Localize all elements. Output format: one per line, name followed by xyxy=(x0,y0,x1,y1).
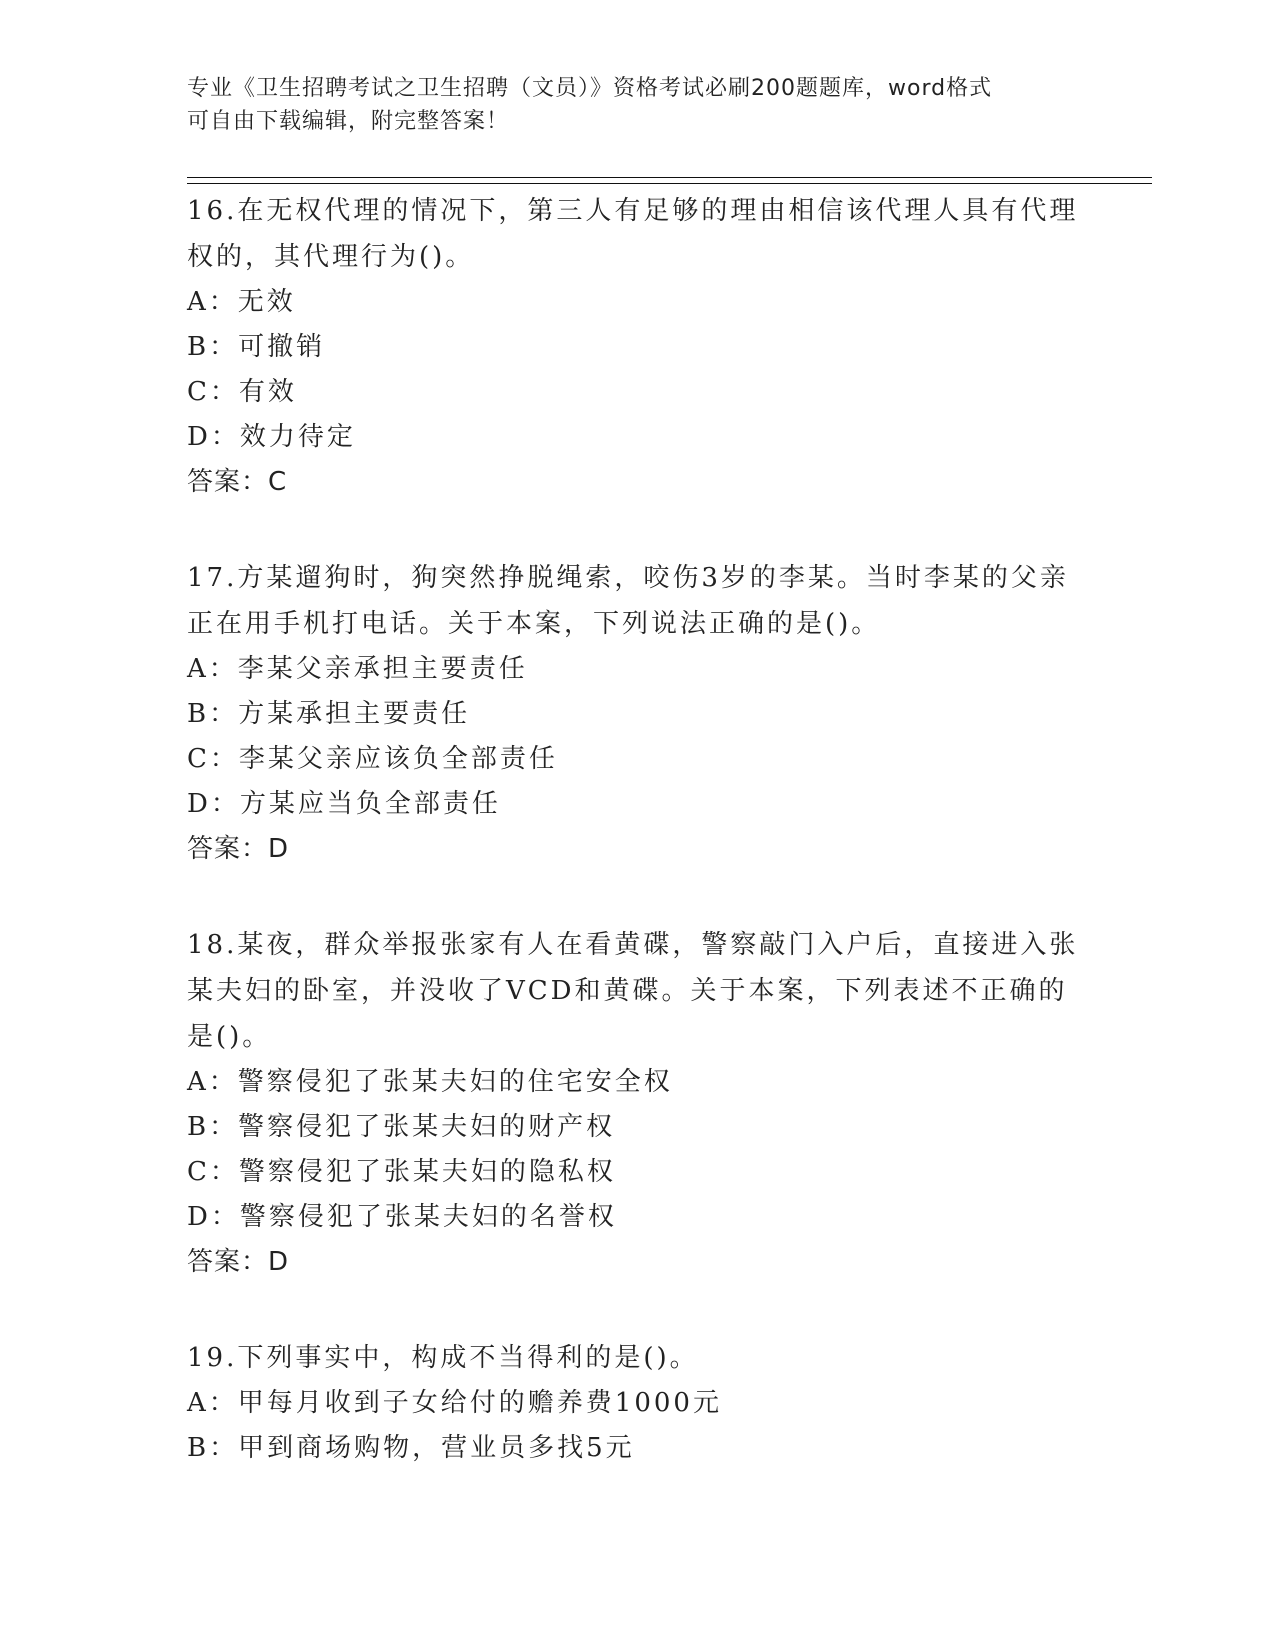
option-b: B：方某承担主要责任 xyxy=(187,699,471,729)
question-text: 19.下列事实中，构成不当得利的是()。 xyxy=(187,1343,699,1373)
question-18 xyxy=(187,922,1087,1285)
option-a: A：警察侵犯了张某夫妇的住宅安全权 xyxy=(187,1067,673,1097)
answer: 答案：C xyxy=(187,467,288,497)
header-divider-bottom xyxy=(187,183,1152,184)
option-d: D：方某应当负全部责任 xyxy=(187,789,501,819)
option-c: C：李某父亲应该负全部责任 xyxy=(187,744,558,774)
header-divider-top xyxy=(187,177,1152,178)
option-b: B：可撤销 xyxy=(187,332,326,362)
option-d: D：效力待定 xyxy=(187,422,356,452)
option-d: D：警察侵犯了张某夫妇的名誉权 xyxy=(187,1202,617,1232)
question-16 xyxy=(187,188,1087,505)
option-a: A：李某父亲承担主要责任 xyxy=(187,654,528,684)
option-b: B：甲到商场购物，营业员多找5元 xyxy=(187,1433,635,1463)
question-19 xyxy=(187,1335,1087,1471)
question-text: 18.某夜，群众举报张家有人在看黄碟，警察敲门入户后，直接进入张某夫妇的卧室，并没收了VCD和黄碟。关于本案，下列表述不正确的是()。 xyxy=(187,930,1079,1052)
answer: 答案：D xyxy=(187,1247,290,1277)
header-line-2: 可自由下载编辑，附完整答案！ xyxy=(187,109,510,134)
question-list xyxy=(187,188,1087,1471)
document-header xyxy=(187,72,1087,138)
header-line-1: 专业《卫生招聘考试之卫生招聘（文员）》资格考试必刷200题题库，word格式 xyxy=(187,76,993,101)
option-c: C：有效 xyxy=(187,377,297,407)
question-text: 16.在无权代理的情况下，第三人有足够的理由相信该代理人具有代理权的，其代理行为()。 xyxy=(187,196,1079,272)
option-a: A：甲每月收到子女给付的赡养费1000元 xyxy=(187,1388,722,1418)
question-17 xyxy=(187,555,1087,872)
answer: 答案：D xyxy=(187,834,290,864)
option-c: C：警察侵犯了张某夫妇的隐私权 xyxy=(187,1157,616,1187)
question-text: 17.方某遛狗时，狗突然挣脱绳索，咬伤3岁的李某。当时李某的父亲正在用手机打电话。关于本案，下列说法正确的是()。 xyxy=(187,563,1069,639)
option-a: A：无效 xyxy=(187,287,296,317)
option-b: B：警察侵犯了张某夫妇的财产权 xyxy=(187,1112,616,1142)
